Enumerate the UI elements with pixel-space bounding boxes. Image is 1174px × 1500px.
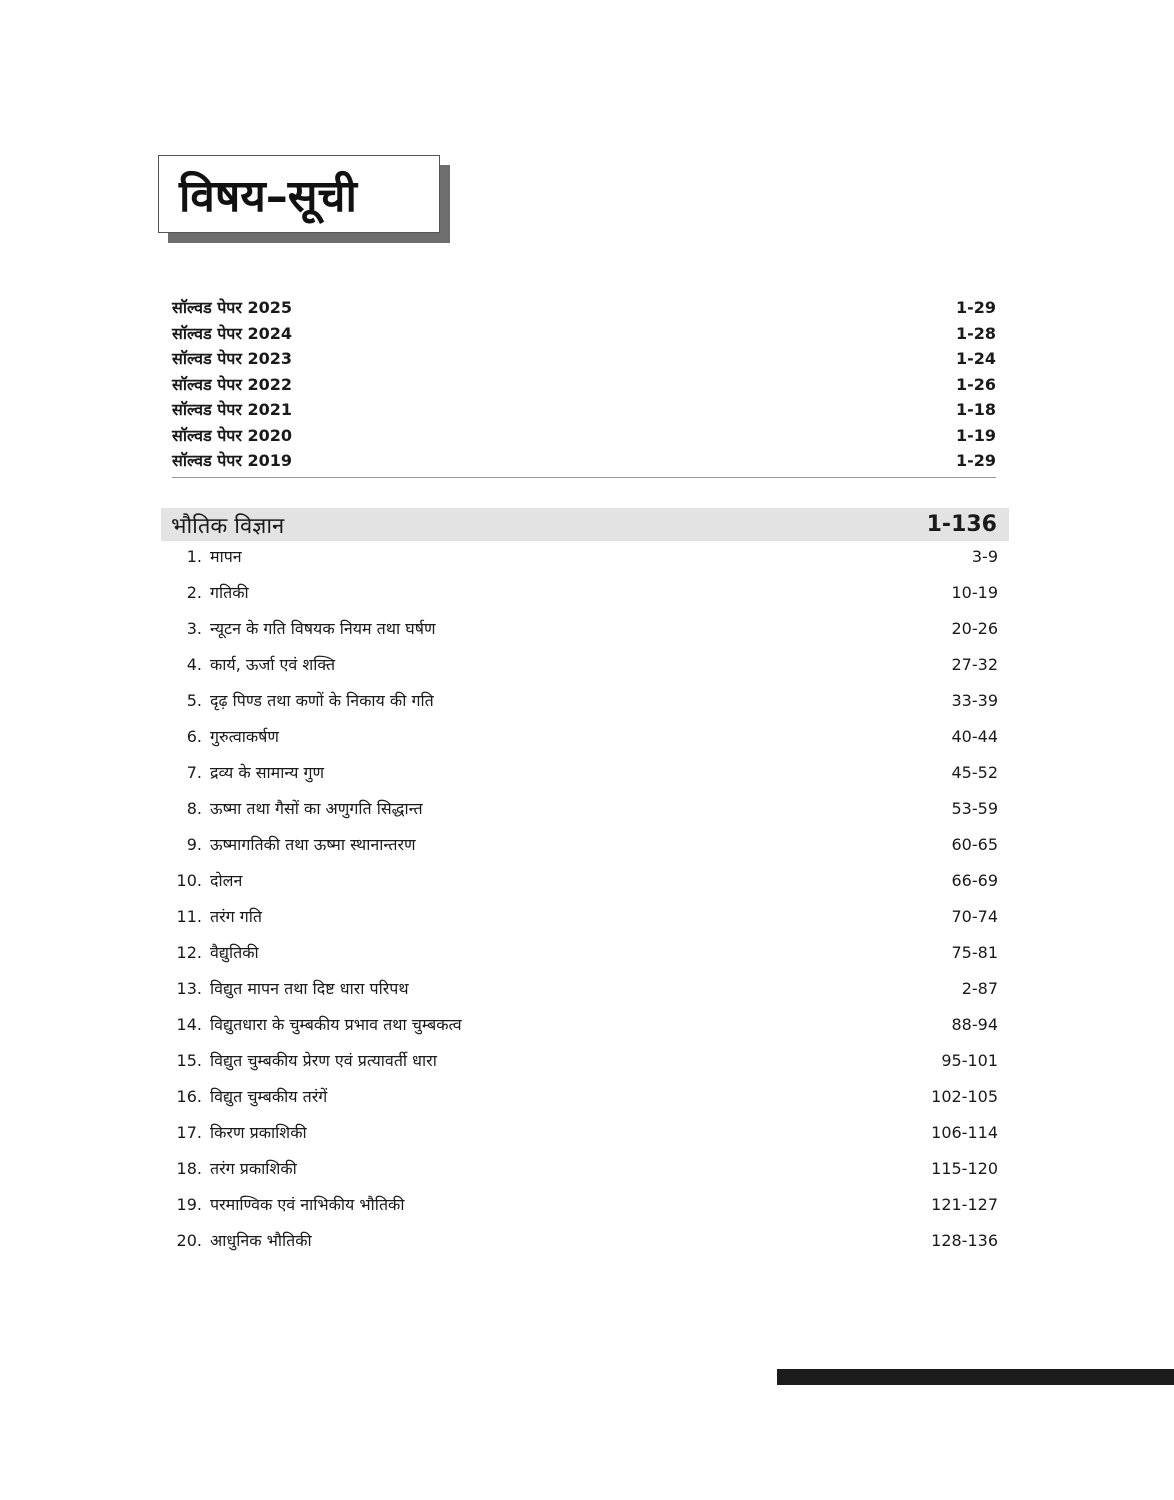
list-item bbox=[172, 1007, 998, 1043]
chapter-pages: 20-26 bbox=[951, 619, 998, 638]
chapter-pages: 27-32 bbox=[951, 655, 998, 674]
chapter-pages: 75-81 bbox=[951, 943, 998, 962]
chapter-pages: 60-65 bbox=[951, 835, 998, 854]
paper-pages: 1-28 bbox=[955, 323, 996, 343]
chapter-title: विद्युत मापन तथा दिष्ट धारा परिपथ bbox=[210, 979, 409, 998]
list-item bbox=[172, 1187, 998, 1223]
list-item bbox=[172, 1043, 998, 1079]
chapter-number: 5. bbox=[186, 691, 202, 710]
chapter-pages: 53-59 bbox=[951, 799, 998, 818]
list-item bbox=[172, 397, 996, 423]
chapter-number: 12. bbox=[176, 943, 202, 962]
chapter-pages: 95-101 bbox=[941, 1051, 998, 1070]
chapter-title: गुरुत्वाकर्षण bbox=[210, 727, 279, 746]
list-item bbox=[172, 755, 998, 791]
paper-label: सॉल्वड पेपर 2020 bbox=[172, 425, 293, 445]
chapter-number: 6. bbox=[186, 727, 202, 746]
chapter-title: वैद्युतिकी bbox=[210, 943, 259, 962]
chapter-number: 8. bbox=[186, 799, 202, 818]
chapter-number: 18. bbox=[176, 1159, 202, 1178]
chapter-title: विद्युत चुम्बकीय प्रेरण एवं प्रत्यावर्ती धारा bbox=[210, 1051, 437, 1070]
list-item bbox=[172, 827, 998, 863]
list-item bbox=[172, 1223, 998, 1259]
paper-pages: 1-29 bbox=[955, 451, 996, 470]
chapter-pages: 2-87 bbox=[961, 979, 998, 998]
paper-pages: 1-19 bbox=[955, 425, 996, 445]
chapter-title: आधुनिक भौतिकी bbox=[210, 1231, 312, 1250]
chapter-number: 13. bbox=[176, 979, 202, 998]
chapter-pages: 88-94 bbox=[951, 1015, 998, 1034]
chapter-pages: 106-114 bbox=[931, 1123, 998, 1142]
chapter-title: न्यूटन के गति विषयक नियम तथा घर्षण bbox=[210, 619, 436, 638]
paper-pages: 1-26 bbox=[955, 374, 996, 394]
chapter-title: विद्युतधारा के चुम्बकीय प्रभाव तथा चुम्बकत्व bbox=[210, 1015, 462, 1034]
chapter-pages: 10-19 bbox=[951, 583, 998, 602]
chapter-number: 17. bbox=[176, 1123, 202, 1142]
chapter-number: 3. bbox=[186, 619, 202, 638]
chapter-pages: 40-44 bbox=[951, 727, 998, 746]
list-item bbox=[172, 791, 998, 827]
paper-pages: 1-18 bbox=[955, 400, 996, 419]
chapter-title: दोलन bbox=[210, 871, 243, 890]
chapter-title: कार्य, ऊर्जा एवं शक्ति bbox=[210, 655, 336, 674]
page-title: विषय–सूची bbox=[158, 155, 440, 233]
chapter-number: 15. bbox=[176, 1051, 202, 1070]
chapter-number: 20. bbox=[176, 1231, 202, 1250]
list-item bbox=[172, 719, 998, 755]
chapter-number: 7. bbox=[186, 763, 202, 782]
chapter-pages: 33-39 bbox=[951, 691, 998, 710]
list-item bbox=[172, 346, 996, 372]
list-item bbox=[172, 611, 998, 647]
list-item bbox=[172, 575, 998, 611]
section-page-range: 1-136 bbox=[926, 512, 997, 537]
section-header bbox=[161, 508, 1009, 541]
solved-papers-list bbox=[172, 295, 996, 474]
chapter-title: परमाण्विक एवं नाभिकीय भौतिकी bbox=[210, 1195, 405, 1214]
section-title: भौतिक विज्ञान bbox=[171, 513, 285, 539]
chapter-pages: 3-9 bbox=[971, 547, 998, 566]
toc-title-block bbox=[158, 155, 442, 235]
list-item bbox=[172, 1079, 998, 1115]
list-item bbox=[172, 372, 996, 398]
chapter-number: 16. bbox=[176, 1087, 202, 1106]
chapter-pages: 115-120 bbox=[931, 1159, 998, 1178]
chapter-pages: 121-127 bbox=[931, 1195, 998, 1214]
chapter-number: 1. bbox=[186, 547, 202, 566]
chapter-list bbox=[172, 539, 998, 1259]
paper-pages: 1-24 bbox=[955, 349, 996, 368]
list-item bbox=[172, 1115, 998, 1151]
chapter-number: 9. bbox=[186, 835, 202, 854]
paper-label: सॉल्वड पेपर 2022 bbox=[172, 374, 293, 394]
chapter-title: तरंग प्रकाशिकी bbox=[210, 1159, 297, 1178]
chapter-title: तरंग गति bbox=[210, 907, 263, 926]
chapter-number: 10. bbox=[176, 871, 202, 890]
chapter-pages: 66-69 bbox=[951, 871, 998, 890]
list-item bbox=[172, 647, 998, 683]
paper-label: सॉल्वड पेपर 2021 bbox=[172, 400, 293, 419]
divider bbox=[172, 477, 996, 478]
chapter-pages: 45-52 bbox=[951, 763, 998, 782]
chapter-pages: 128-136 bbox=[931, 1231, 998, 1250]
chapter-title: मापन bbox=[210, 547, 242, 566]
chapter-number: 14. bbox=[176, 1015, 202, 1034]
paper-label: सॉल्वड पेपर 2024 bbox=[172, 323, 293, 343]
paper-label: सॉल्वड पेपर 2025 bbox=[172, 298, 293, 317]
list-item bbox=[172, 683, 998, 719]
chapter-pages: 102-105 bbox=[931, 1087, 998, 1106]
list-item bbox=[172, 295, 996, 321]
chapter-number: 2. bbox=[186, 583, 202, 602]
list-item bbox=[172, 935, 998, 971]
list-item bbox=[172, 448, 996, 474]
list-item bbox=[172, 971, 998, 1007]
chapter-pages: 70-74 bbox=[951, 907, 998, 926]
chapter-title: ऊष्मा तथा गैसों का अणुगति सिद्धान्त bbox=[210, 799, 423, 818]
chapter-title: ऊष्मागतिकी तथा ऊष्मा स्थानान्तरण bbox=[210, 835, 416, 854]
list-item bbox=[172, 321, 996, 347]
list-item bbox=[172, 423, 996, 449]
paper-label: सॉल्वड पेपर 2023 bbox=[172, 349, 293, 368]
decorative-bar bbox=[777, 1369, 1174, 1385]
chapter-title: किरण प्रकाशिकी bbox=[210, 1123, 307, 1142]
chapter-title: विद्युत चुम्बकीय तरंगें bbox=[210, 1087, 328, 1106]
chapter-number: 19. bbox=[176, 1195, 202, 1214]
paper-pages: 1-29 bbox=[955, 298, 996, 317]
list-item bbox=[172, 863, 998, 899]
chapter-number: 11. bbox=[176, 907, 202, 926]
chapter-title: दृढ़ पिण्ड तथा कणों के निकाय की गति bbox=[210, 691, 434, 710]
list-item bbox=[172, 539, 998, 575]
paper-label: सॉल्वड पेपर 2019 bbox=[172, 451, 293, 470]
chapter-title: गतिकी bbox=[210, 583, 249, 602]
chapter-title: द्रव्य के सामान्य गुण bbox=[210, 763, 325, 782]
list-item bbox=[172, 1151, 998, 1187]
chapter-number: 4. bbox=[186, 655, 202, 674]
list-item bbox=[172, 899, 998, 935]
